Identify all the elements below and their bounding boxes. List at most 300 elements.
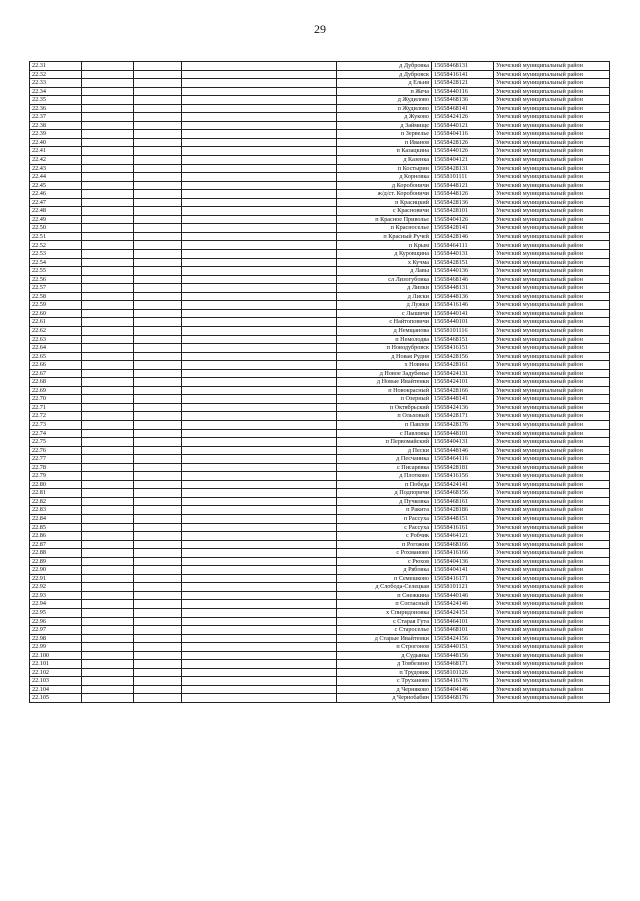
empty-cell [82, 104, 134, 113]
row-number: 22.43 [30, 164, 82, 173]
row-number: 22.91 [30, 574, 82, 583]
table-row [30, 685, 610, 694]
settlement-name: д Ельня [337, 79, 432, 88]
settlement-name: д Лавы [337, 267, 432, 276]
district-name: Унечский муниципальный район [494, 574, 610, 583]
settlement-name: ж/д/ст. Коробоничи [337, 190, 432, 199]
row-number: 22.67 [30, 369, 82, 378]
district-name: Унечский муниципальный район [494, 626, 610, 635]
row-number: 22.48 [30, 207, 82, 216]
empty-cell [134, 301, 182, 310]
empty-cell [182, 62, 337, 71]
empty-cell [182, 609, 337, 618]
empty-cell [82, 395, 134, 404]
empty-cell [182, 326, 337, 335]
row-number: 22.56 [30, 275, 82, 284]
table-row [30, 591, 610, 600]
empty-cell [182, 96, 337, 105]
row-number: 22.77 [30, 455, 82, 464]
oktmo-code: 15658440116 [432, 87, 494, 96]
empty-cell [82, 455, 134, 464]
oktmo-code: 15658428141 [432, 224, 494, 233]
oktmo-code: 15658428171 [432, 412, 494, 421]
table-row [30, 600, 610, 609]
empty-cell [82, 378, 134, 387]
empty-cell [134, 87, 182, 96]
row-number: 22.37 [30, 113, 82, 122]
empty-cell [82, 506, 134, 515]
empty-cell [182, 685, 337, 694]
empty-cell [82, 626, 134, 635]
empty-cell [182, 215, 337, 224]
empty-cell [134, 463, 182, 472]
table-row [30, 318, 610, 327]
settlement-name: п Казацкина [337, 147, 432, 156]
oktmo-code: 15658468136 [432, 96, 494, 105]
empty-cell [182, 87, 337, 96]
empty-cell [82, 173, 134, 182]
district-name: Унечский муниципальный район [494, 207, 610, 216]
table-row [30, 651, 610, 660]
district-name: Унечский муниципальный район [494, 70, 610, 79]
settlement-name: д Немщанова [337, 326, 432, 335]
settlement-name: п Зервелье [337, 130, 432, 139]
settlement-name: п Ракита [337, 506, 432, 515]
settlement-name: д Казенка [337, 156, 432, 165]
settlement-name: с Писаревка [337, 463, 432, 472]
row-number: 22.89 [30, 557, 82, 566]
empty-cell [82, 660, 134, 669]
empty-cell [82, 540, 134, 549]
empty-cell [134, 489, 182, 498]
empty-cell [82, 412, 134, 421]
empty-cell [134, 600, 182, 609]
empty-cell [182, 292, 337, 301]
row-number: 22.88 [30, 549, 82, 558]
table-row [30, 121, 610, 130]
empty-cell [82, 591, 134, 600]
table-row [30, 104, 610, 113]
row-number: 22.75 [30, 438, 82, 447]
oktmo-code: 15658464121 [432, 532, 494, 541]
row-number: 22.70 [30, 395, 82, 404]
empty-cell [182, 207, 337, 216]
oktmo-code: 15658101111 [432, 173, 494, 182]
empty-cell [82, 318, 134, 327]
settlement-name: д Товбезино [337, 660, 432, 669]
district-name: Унечский муниципальный район [494, 198, 610, 207]
oktmo-code: 15658416171 [432, 574, 494, 583]
district-name: Унечский муниципальный район [494, 472, 610, 481]
empty-cell [134, 609, 182, 618]
table-row [30, 87, 610, 96]
district-name: Унечский муниципальный район [494, 566, 610, 575]
district-name: Унечский муниципальный район [494, 600, 610, 609]
row-number: 22.49 [30, 215, 82, 224]
table-row [30, 549, 610, 558]
district-name: Унечский муниципальный район [494, 250, 610, 259]
row-number: 22.76 [30, 446, 82, 455]
empty-cell [182, 677, 337, 686]
settlement-name: д Плотково [337, 472, 432, 481]
row-number: 22.57 [30, 284, 82, 293]
empty-cell [134, 651, 182, 660]
table-row [30, 164, 610, 173]
oktmo-code: 15658416161 [432, 523, 494, 532]
settlement-name: п Красный Ручей [337, 232, 432, 241]
oktmo-code: 15658448151 [432, 514, 494, 523]
empty-cell [82, 87, 134, 96]
row-number: 22.47 [30, 198, 82, 207]
empty-cell [182, 694, 337, 703]
settlement-name: д Куровщина [337, 250, 432, 259]
settlement-name: х Новина [337, 361, 432, 370]
empty-cell [134, 292, 182, 301]
oktmo-code: 15658464111 [432, 241, 494, 250]
empty-cell [82, 198, 134, 207]
empty-cell [82, 344, 134, 353]
empty-cell [182, 506, 337, 515]
table-row [30, 292, 610, 301]
empty-cell [134, 335, 182, 344]
empty-cell [82, 224, 134, 233]
empty-cell [82, 489, 134, 498]
row-number: 22.44 [30, 173, 82, 182]
empty-cell [134, 685, 182, 694]
oktmo-code: 15658424151 [432, 609, 494, 618]
table-row [30, 198, 610, 207]
settlement-name: д Дубровск [337, 70, 432, 79]
empty-cell [182, 198, 337, 207]
row-number: 22.90 [30, 566, 82, 575]
oktmo-code: 15658101116 [432, 326, 494, 335]
empty-cell [182, 403, 337, 412]
row-number: 22.95 [30, 609, 82, 618]
table-row [30, 395, 610, 404]
table-row [30, 309, 610, 318]
empty-cell [82, 181, 134, 190]
row-number: 22.96 [30, 617, 82, 626]
table-row [30, 241, 610, 250]
empty-cell [82, 309, 134, 318]
empty-cell [182, 429, 337, 438]
table-row [30, 326, 610, 335]
empty-cell [182, 232, 337, 241]
district-name: Унечский муниципальный район [494, 446, 610, 455]
settlement-name: п Новодубровск [337, 344, 432, 353]
empty-cell [134, 472, 182, 481]
empty-cell [134, 181, 182, 190]
table-row [30, 446, 610, 455]
empty-cell [134, 62, 182, 71]
empty-cell [82, 523, 134, 532]
empty-cell [82, 361, 134, 370]
oktmo-code: 15658404136 [432, 557, 494, 566]
row-number: 22.61 [30, 318, 82, 327]
district-name: Унечский муниципальный район [494, 215, 610, 224]
empty-cell [182, 344, 337, 353]
oktmo-code: 15658468156 [432, 489, 494, 498]
row-number: 22.83 [30, 506, 82, 515]
district-name: Унечский муниципальный район [494, 506, 610, 515]
oktmo-code: 15658428166 [432, 386, 494, 395]
empty-cell [182, 181, 337, 190]
district-name: Унечский муниципальный район [494, 395, 610, 404]
oktmo-code: 15658416156 [432, 472, 494, 481]
empty-cell [82, 651, 134, 660]
empty-cell [182, 361, 337, 370]
oktmo-code: 15658404141 [432, 566, 494, 575]
oktmo-code: 15658468171 [432, 660, 494, 669]
empty-cell [82, 403, 134, 412]
oktmo-code: 15658416166 [432, 549, 494, 558]
empty-cell [182, 147, 337, 156]
empty-cell [134, 420, 182, 429]
settlement-name: п Победа [337, 480, 432, 489]
empty-cell [134, 455, 182, 464]
district-name: Унечский муниципальный район [494, 361, 610, 370]
district-name: Унечский муниципальный район [494, 583, 610, 592]
row-number: 22.100 [30, 651, 82, 660]
empty-cell [134, 386, 182, 395]
empty-cell [134, 617, 182, 626]
settlement-name: с Робчик [337, 532, 432, 541]
empty-cell [134, 70, 182, 79]
row-number: 22.104 [30, 685, 82, 694]
table-row [30, 386, 610, 395]
oktmo-code: 15658428136 [432, 198, 494, 207]
oktmo-code: 15658428161 [432, 361, 494, 370]
row-number: 22.59 [30, 301, 82, 310]
district-name: Унечский муниципальный район [494, 309, 610, 318]
empty-cell [182, 70, 337, 79]
oktmo-code: 15658440121 [432, 121, 494, 130]
table-row [30, 258, 610, 267]
empty-cell [182, 523, 337, 532]
district-name: Унечский муниципальный район [494, 685, 610, 694]
row-number: 22.102 [30, 668, 82, 677]
empty-cell [134, 532, 182, 541]
empty-cell [134, 258, 182, 267]
table-row [30, 677, 610, 686]
settlement-name: п Жудилово [337, 104, 432, 113]
empty-cell [134, 173, 182, 182]
table-row [30, 574, 610, 583]
settlement-name: д Черняково [337, 685, 432, 694]
empty-cell [182, 352, 337, 361]
row-number: 22.82 [30, 497, 82, 506]
settlement-name: д Чернобабин [337, 694, 432, 703]
empty-cell [182, 600, 337, 609]
row-number: 22.78 [30, 463, 82, 472]
empty-cell [134, 207, 182, 216]
empty-cell [82, 386, 134, 395]
table-row [30, 207, 610, 216]
oktmo-code: 15658468151 [432, 335, 494, 344]
empty-cell [82, 514, 134, 523]
empty-cell [82, 685, 134, 694]
empty-cell [82, 190, 134, 199]
table-row [30, 224, 610, 233]
empty-cell [182, 318, 337, 327]
oktmo-code: 15658416151 [432, 344, 494, 353]
empty-cell [134, 147, 182, 156]
oktmo-code: 15658416176 [432, 677, 494, 686]
empty-cell [182, 395, 337, 404]
empty-cell [134, 361, 182, 370]
district-name: Унечский муниципальный район [494, 87, 610, 96]
empty-cell [134, 583, 182, 592]
row-number: 22.68 [30, 378, 82, 387]
row-number: 22.86 [30, 532, 82, 541]
row-number: 22.52 [30, 241, 82, 250]
table-row [30, 694, 610, 703]
table-row [30, 634, 610, 643]
settlement-name: с Красновичи [337, 207, 432, 216]
row-number: 22.58 [30, 292, 82, 301]
row-number: 22.85 [30, 523, 82, 532]
empty-cell [182, 156, 337, 165]
settlement-name: с Труханово [337, 677, 432, 686]
oktmo-code: 15658468161 [432, 497, 494, 506]
row-number: 22.93 [30, 591, 82, 600]
district-name: Унечский муниципальный район [494, 369, 610, 378]
row-number: 22.92 [30, 583, 82, 592]
district-name: Унечский муниципальный район [494, 412, 610, 421]
district-name: Унечский муниципальный район [494, 241, 610, 250]
row-number: 22.39 [30, 130, 82, 139]
settlement-name: д Старые Ивайтенки [337, 634, 432, 643]
oktmo-code: 15658468176 [432, 694, 494, 703]
district-name: Унечский муниципальный район [494, 292, 610, 301]
settlement-name: д Липки [337, 284, 432, 293]
district-name: Унечский муниципальный район [494, 514, 610, 523]
oktmo-code: 15658440151 [432, 643, 494, 652]
row-number: 22.103 [30, 677, 82, 686]
table-row [30, 130, 610, 139]
district-name: Унечский муниципальный район [494, 258, 610, 267]
empty-cell [134, 403, 182, 412]
settlement-name: д Жудилово [337, 96, 432, 105]
settlement-name: д Лужки [337, 301, 432, 310]
empty-cell [82, 668, 134, 677]
settlement-name: д Подпоричи [337, 489, 432, 498]
empty-cell [134, 352, 182, 361]
empty-cell [182, 532, 337, 541]
row-number: 22.60 [30, 309, 82, 318]
oktmo-code: 15658440131 [432, 250, 494, 259]
oktmo-code: 15658468101 [432, 626, 494, 635]
district-name: Унечский муниципальный район [494, 62, 610, 71]
empty-cell [82, 480, 134, 489]
empty-cell [182, 557, 337, 566]
table-row [30, 472, 610, 481]
settlement-name: п Озерный [337, 395, 432, 404]
oktmo-code: 15658448146 [432, 446, 494, 455]
row-number: 22.64 [30, 344, 82, 353]
row-number: 22.62 [30, 326, 82, 335]
empty-cell [134, 318, 182, 327]
settlement-name: д Рябовка [337, 566, 432, 575]
settlement-name: с Рохманово [337, 549, 432, 558]
empty-cell [182, 438, 337, 447]
oktmo-code: 15658404116 [432, 130, 494, 139]
empty-cell [82, 574, 134, 583]
district-name: Унечский муниципальный район [494, 420, 610, 429]
empty-cell [134, 429, 182, 438]
settlement-name: п Красицкий [337, 198, 432, 207]
row-number: 22.101 [30, 660, 82, 669]
settlement-name: с Рассуха [337, 523, 432, 532]
oktmo-code: 15658416146 [432, 301, 494, 310]
settlement-name: п Ольховый [337, 412, 432, 421]
settlement-name: п Немолодва [337, 335, 432, 344]
table-row [30, 523, 610, 532]
empty-cell [182, 574, 337, 583]
row-number: 22.51 [30, 232, 82, 241]
empty-cell [182, 378, 337, 387]
empty-cell [134, 660, 182, 669]
empty-cell [134, 275, 182, 284]
settlement-name: д Корновка [337, 173, 432, 182]
district-name: Унечский муниципальный район [494, 96, 610, 105]
empty-cell [82, 292, 134, 301]
empty-cell [134, 232, 182, 241]
oktmo-code: 15658468146 [432, 275, 494, 284]
row-number: 22.97 [30, 626, 82, 635]
row-number: 22.99 [30, 643, 82, 652]
table-row [30, 489, 610, 498]
district-name: Унечский муниципальный район [494, 694, 610, 703]
district-name: Унечский муниципальный район [494, 79, 610, 88]
settlement-name: п Снежкина [337, 591, 432, 600]
settlement-name: п Семешково [337, 574, 432, 583]
table-row [30, 403, 610, 412]
district-name: Унечский муниципальный район [494, 232, 610, 241]
oktmo-code: 15658448131 [432, 284, 494, 293]
empty-cell [134, 215, 182, 224]
empty-cell [82, 130, 134, 139]
row-number: 22.74 [30, 429, 82, 438]
district-name: Унечский муниципальный район [494, 156, 610, 165]
settlement-name: п Красноселье [337, 224, 432, 233]
oktmo-code: 15658448141 [432, 395, 494, 404]
empty-cell [182, 583, 337, 592]
settlement-name: с Найтоповичи [337, 318, 432, 327]
district-name: Унечский муниципальный район [494, 352, 610, 361]
empty-cell [182, 540, 337, 549]
district-name: Унечский муниципальный район [494, 438, 610, 447]
empty-cell [82, 583, 134, 592]
district-name: Унечский муниципальный район [494, 190, 610, 199]
oktmo-code: 15658440126 [432, 147, 494, 156]
empty-cell [182, 275, 337, 284]
empty-cell [134, 326, 182, 335]
district-name: Унечский муниципальный район [494, 138, 610, 147]
district-name: Унечский муниципальный район [494, 617, 610, 626]
settlement-name: д Коробоничи [337, 181, 432, 190]
empty-cell [134, 224, 182, 233]
empty-cell [82, 429, 134, 438]
district-name: Унечский муниципальный район [494, 660, 610, 669]
oktmo-code: 15658440141 [432, 309, 494, 318]
oktmo-code: 15658416141 [432, 70, 494, 79]
settlement-name: д Новое Задубенье [337, 369, 432, 378]
row-number: 22.54 [30, 258, 82, 267]
empty-cell [134, 506, 182, 515]
empty-cell [82, 207, 134, 216]
row-number: 22.50 [30, 224, 82, 233]
